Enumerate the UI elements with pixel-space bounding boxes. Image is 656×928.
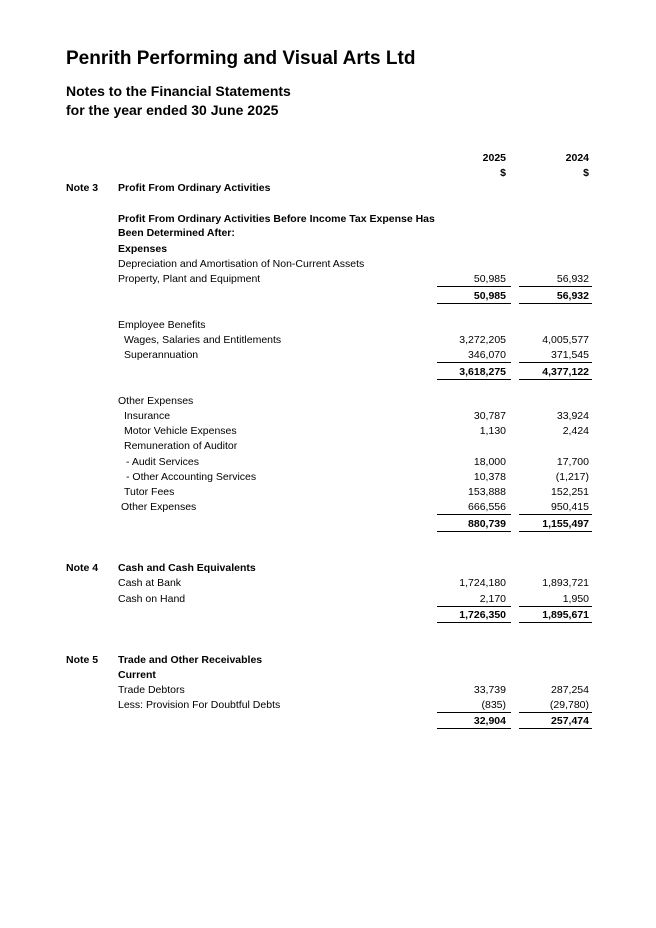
employee-benefits-heading: Employee Benefits <box>118 319 206 331</box>
subtotal-rule <box>437 286 511 287</box>
note3-title: Profit From Ordinary Activities <box>118 182 271 194</box>
row-label: Trade Debtors <box>118 684 185 696</box>
note3-label: Note 3 <box>66 182 99 194</box>
other-expenses-heading: Other Expenses <box>118 395 194 407</box>
row-value-2024: 950,415 <box>551 501 589 513</box>
note5-label: Note 5 <box>66 654 99 666</box>
row-value-2025: 346,070 <box>468 349 506 361</box>
employee-total-2025: 3,618,275 <box>459 366 506 378</box>
total-rule <box>519 379 592 380</box>
receivables-total-2024: 257,474 <box>551 715 589 727</box>
total-rule <box>519 303 592 304</box>
row-value-2024: 371,545 <box>551 349 589 361</box>
total-rule <box>437 531 511 532</box>
row-value-2024: 17,700 <box>556 456 589 468</box>
page-title: Notes to the Financial Statements <box>66 83 291 99</box>
subtotal-rule <box>519 362 592 363</box>
receivables-total-2025: 32,904 <box>473 715 506 727</box>
row-value-2024: 152,251 <box>551 486 589 498</box>
row-label: - Other Accounting Services <box>126 471 257 483</box>
column-year-2024: 2024 <box>565 152 589 164</box>
subtotal-rule <box>437 606 511 607</box>
row-value-2024: 1,950 <box>562 593 589 605</box>
row-label: Remuneration of Auditor <box>124 440 238 452</box>
employee-total-2024: 4,377,122 <box>542 366 589 378</box>
row-value-2025: 1,130 <box>479 425 506 437</box>
total-rule <box>519 728 592 729</box>
row-value-2024: 4,005,577 <box>542 334 589 346</box>
subtotal-rule <box>519 606 592 607</box>
total-rule <box>519 531 592 532</box>
row-value-2024: 2,424 <box>562 425 589 437</box>
subtotal-rule <box>519 514 592 515</box>
depreciation-total-2024: 56,932 <box>556 290 589 302</box>
total-rule <box>519 622 592 623</box>
row-label: - Audit Services <box>126 456 199 468</box>
row-label: Cash at Bank <box>118 577 182 589</box>
note3-subheading-line2: Been Determined After: <box>118 227 235 239</box>
note3-subheading-line1: Profit From Ordinary Activities Before Income Tax Expense Has <box>118 213 435 225</box>
row-value-2025: 3,272,205 <box>459 334 506 346</box>
subtotal-rule <box>519 712 592 713</box>
cash-total-2024: 1,895,671 <box>542 609 589 621</box>
row-value-2025: 10,378 <box>473 471 506 483</box>
row-label: Motor Vehicle Expenses <box>124 425 237 437</box>
row-value-2024: 33,924 <box>556 410 589 422</box>
row-value-2024: 56,932 <box>556 273 589 285</box>
row-value-2025: 18,000 <box>473 456 506 468</box>
total-rule <box>437 379 511 380</box>
cash-total-2025: 1,726,350 <box>459 609 506 621</box>
row-value-2025: 50,985 <box>473 273 506 285</box>
column-unit-2024: $ <box>583 167 589 179</box>
row-value-2024: 1,893,721 <box>542 577 589 589</box>
row-value-2024: (29,780) <box>549 699 589 711</box>
row-label: Tutor Fees <box>124 486 175 498</box>
subtotal-rule <box>519 286 592 287</box>
row-value-2025: 2,170 <box>479 593 506 605</box>
row-value-2025: 153,888 <box>468 486 506 498</box>
total-rule <box>437 303 511 304</box>
row-value-2025: 30,787 <box>473 410 506 422</box>
row-value-2024: (1,217) <box>555 471 589 483</box>
row-label: Less: Provision For Doubtful Debts <box>118 699 281 711</box>
note4-label: Note 4 <box>66 562 99 574</box>
company-name: Penrith Performing and Visual Arts Ltd <box>66 48 416 69</box>
current-label: Current <box>118 669 156 681</box>
page-subtitle: for the year ended 30 June 2025 <box>66 102 279 118</box>
row-label: Cash on Hand <box>118 593 186 605</box>
other-expenses-total-2024: 1,155,497 <box>542 518 589 530</box>
subtotal-rule <box>437 514 511 515</box>
total-rule <box>437 622 511 623</box>
subtotal-rule <box>437 362 511 363</box>
row-value-2025: 1,724,180 <box>459 577 506 589</box>
row-label: Property, Plant and Equipment <box>118 273 261 285</box>
total-rule <box>437 728 511 729</box>
note4-title: Cash and Cash Equivalents <box>118 562 256 574</box>
row-value-2024: 287,254 <box>551 684 589 696</box>
row-value-2025: (835) <box>481 699 506 711</box>
row-value-2025: 33,739 <box>473 684 506 696</box>
subtotal-rule <box>437 712 511 713</box>
depreciation-heading: Depreciation and Amortisation of Non-Current Assets <box>118 258 365 270</box>
note5-title: Trade and Other Receivables <box>118 654 263 666</box>
row-value-2025: 666,556 <box>468 501 506 513</box>
other-expenses-total-2025: 880,739 <box>468 518 506 530</box>
row-label: Insurance <box>124 410 171 422</box>
row-label: Wages, Salaries and Entitlements <box>124 334 282 346</box>
expenses-label: Expenses <box>118 243 168 255</box>
row-label: Superannuation <box>124 349 199 361</box>
depreciation-total-2025: 50,985 <box>473 290 506 302</box>
row-label: Other Expenses <box>121 501 197 513</box>
column-year-2025: 2025 <box>482 152 506 164</box>
column-unit-2025: $ <box>500 167 506 179</box>
